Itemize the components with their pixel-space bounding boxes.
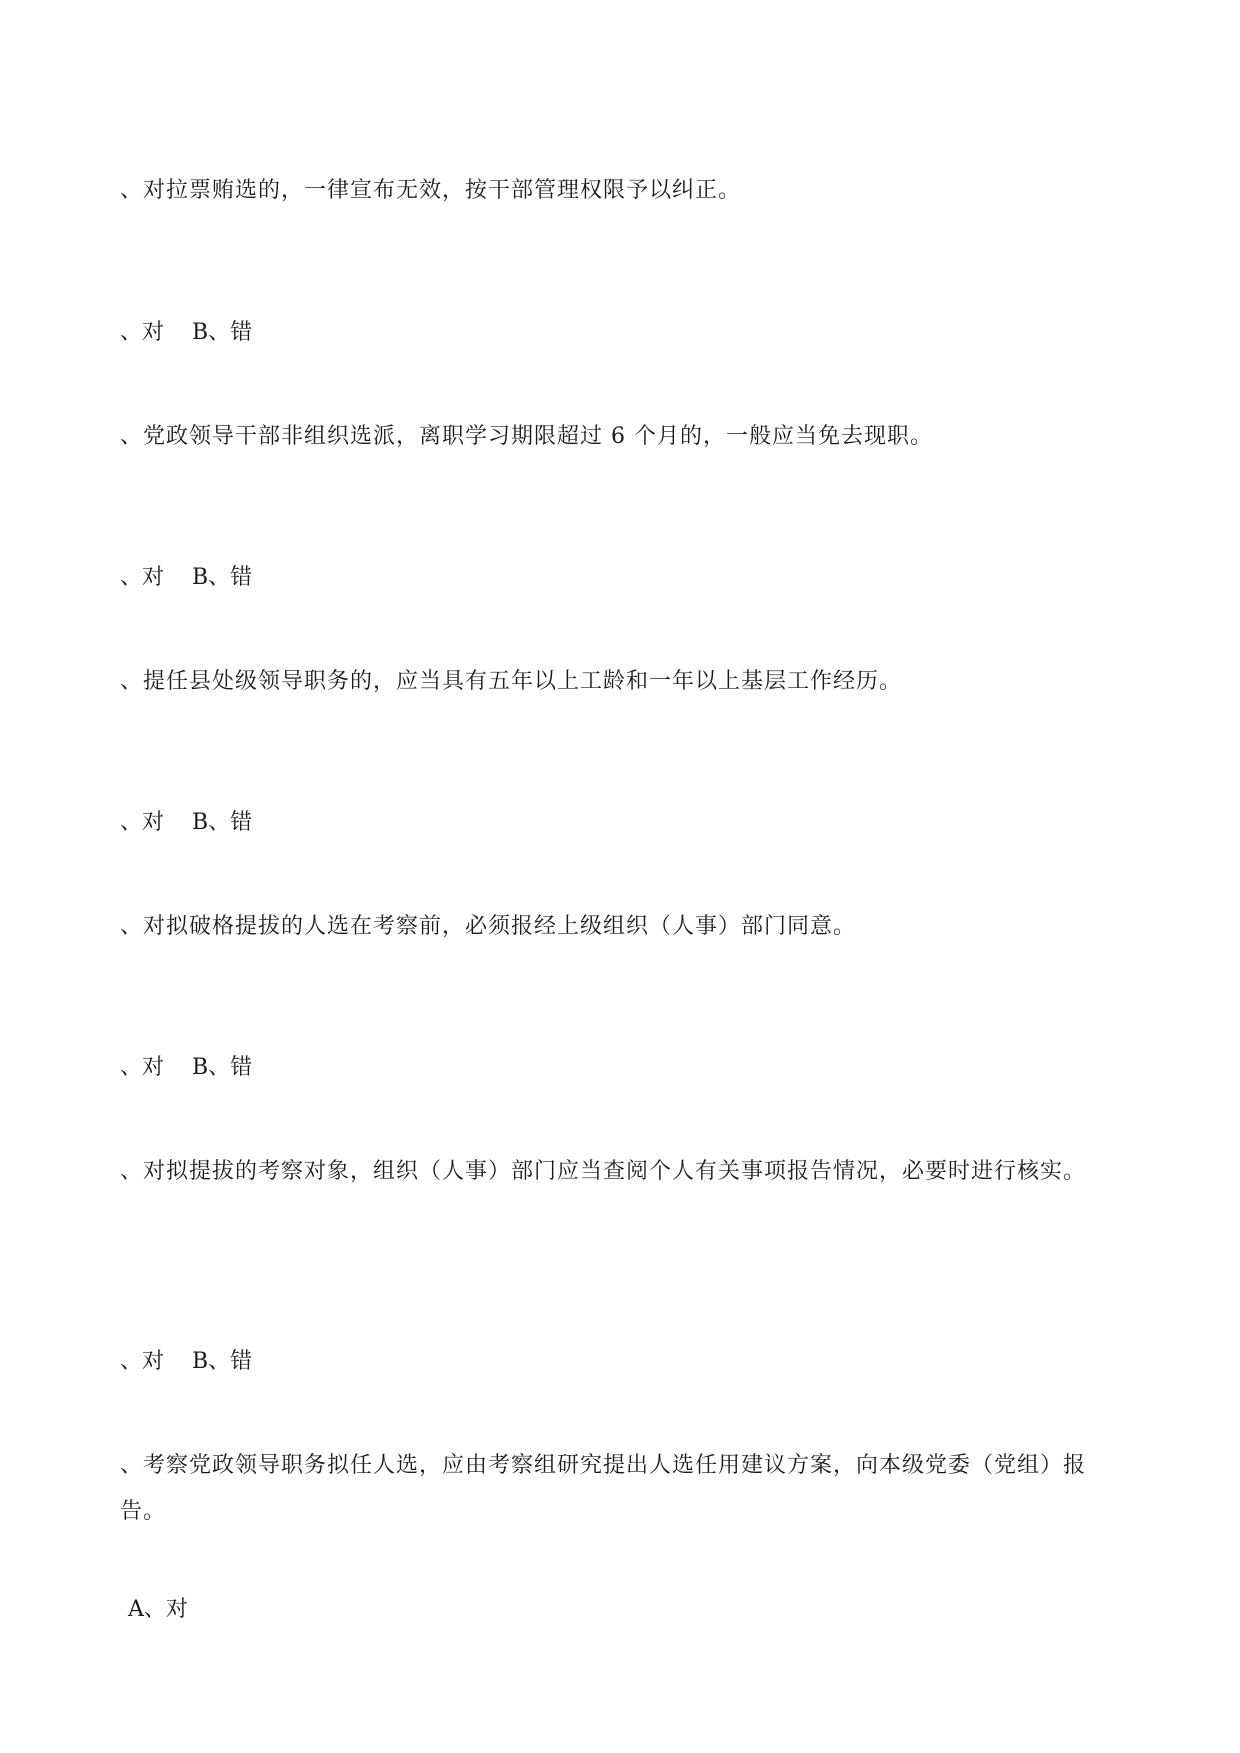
option-a: 、对 — [120, 1055, 165, 1080]
option-b: B、错 — [192, 565, 253, 590]
answer-options-3 — [120, 808, 252, 838]
option-b: B、错 — [192, 320, 253, 345]
answer-options-4 — [120, 1053, 252, 1083]
option-a: 、对 — [120, 810, 165, 835]
answer-options-1 — [120, 318, 252, 348]
option-b: B、错 — [192, 810, 253, 835]
answer-options-5 — [120, 1347, 252, 1377]
option-a: 、对 — [120, 565, 165, 590]
option-a: 、对 — [120, 1349, 165, 1374]
question-5: 、对拟提拔的考察对象，组织（人事）部门应当查阅个人有关事项报告情况，必要时进行核实。 — [120, 1159, 1087, 1184]
option-b: B、错 — [192, 1055, 253, 1080]
question-3: 、提任县处级领导职务的，应当具有五年以上工龄和一年以上基层工作经历。 — [120, 669, 903, 694]
question-6: 、考察党政领导职务拟任人选，应由考察组研究提出人选任用建议方案，向本级党委（党组）报告。 — [120, 1453, 1087, 1524]
question-4: 、对拟破格提拔的人选在考察前，必须报经上级组织（人事）部门同意。 — [120, 914, 857, 939]
answer-options-2 — [120, 563, 252, 593]
option-b: B、错 — [192, 1349, 253, 1374]
option-a: 、对 — [120, 320, 165, 345]
question-1: 、对拉票贿选的，一律宣布无效，按干部管理权限予以纠正。 — [120, 178, 742, 203]
question-2: 、党政领导干部非组织选派，离职学习期限超过 6 个月的，一般应当免去现职。 — [120, 424, 933, 449]
answer-option-a-6: A、对 — [128, 1597, 188, 1622]
